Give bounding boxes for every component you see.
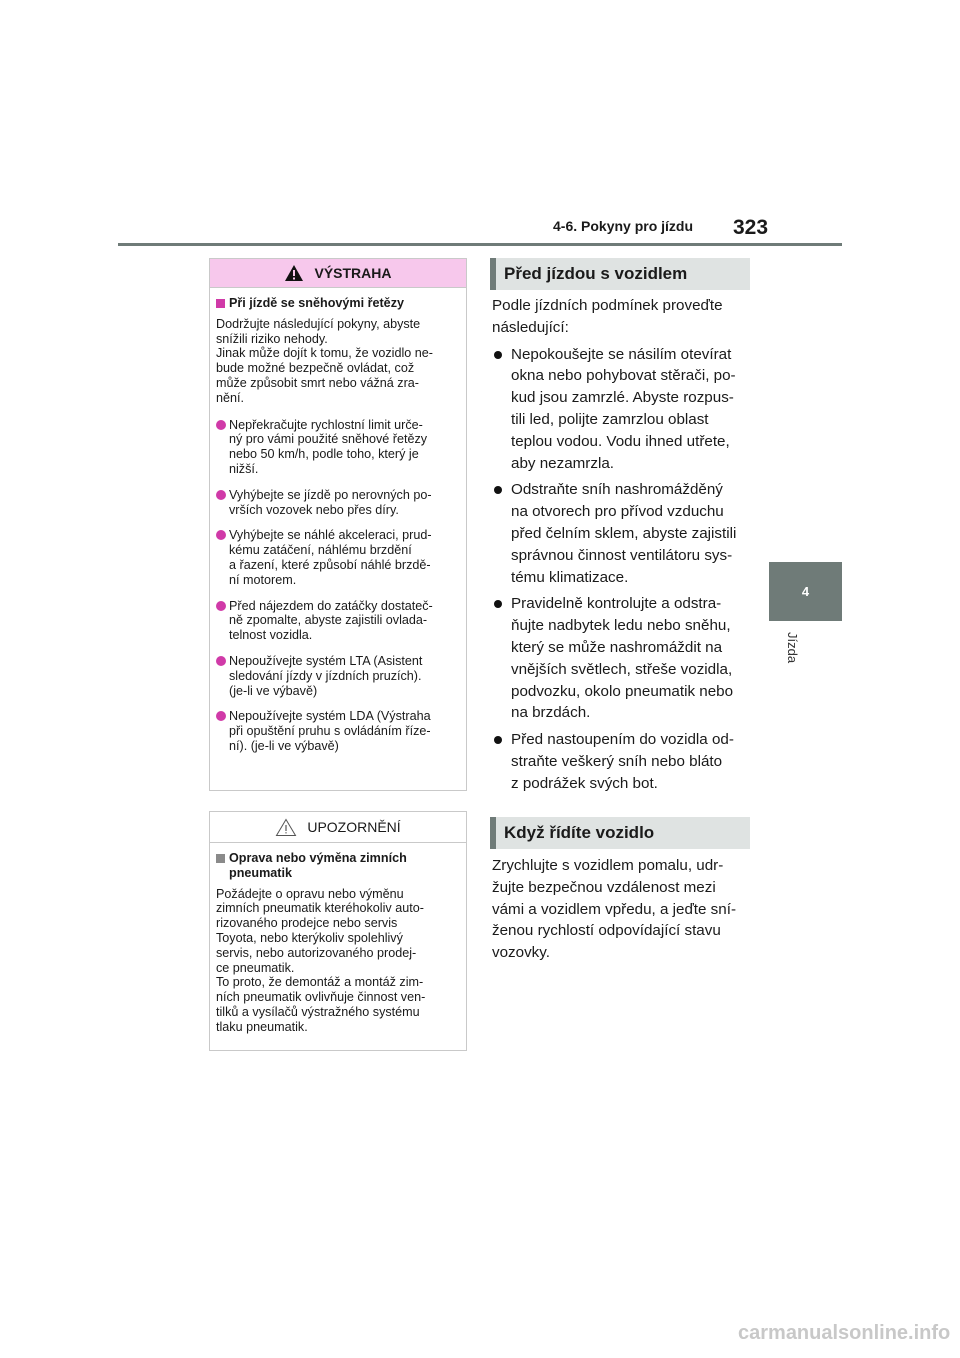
list-item: [216, 488, 461, 518]
bullet-dot-icon: [494, 600, 502, 608]
list-item-text: Nepřekračujte rychlostní limit urče- ný pro vámi použité sněhové řetězy nebo 50 km/h, podle toho, který je nižší.: [229, 417, 428, 476]
list-item-text: Před nastoupením do vozidla od- straňte veškerý sníh nebo bláto z podrážek svých bot.: [511, 731, 734, 792]
caution-text: Požádejte o opravu nebo výměnu zimních pneumatik kteréhokoliv auto- rizovaného prodejce nebo servis Toyota, nebo kterýkoliv spolehlivý servis, nebo autorizovaného prodej- ce pneumatik. To proto, že demontáž a montáž zim- ních pneumatik ovlivňuje činnost ven- tilků a vysílačů výstražného systému tlaku pneumatik.: [216, 886, 426, 1034]
square-bullet-icon: [216, 299, 225, 308]
list-item: [492, 344, 754, 475]
circle-bullet-icon: [216, 656, 226, 666]
list-item-text: Nepoužívejte systém LTA (Asistent sledování jízdy v jízdních pruzích). (je-li ve výbavě): [229, 653, 423, 698]
caution-body: [210, 843, 466, 1035]
circle-bullet-icon: [216, 601, 226, 611]
list-item-text: Nepoužívejte systém LDA (Výstraha při opuštění pruhu s ovládáním říze- ní). (je-li ve výbavě): [229, 709, 431, 753]
list-item: [492, 479, 754, 588]
section-while-driving-text: Zrychlujte s vozidlem pomalu, udr- žujte bezpečnou vzdálenost mezi vámi a vozidlem vpředu, a jeďte sní- ženou rychlostí odpovídající stavu vozovky.: [492, 857, 737, 962]
caution-heading: [216, 851, 461, 881]
chapter-tab: 4: [769, 562, 842, 621]
header-rule: [118, 243, 842, 246]
list-item-text: Nepokoušejte se násilím otevírat okna nebo pohybovat stěrači, po- kud jsou zamrzlé. Abyste rozpus- tili led, polijte zamrzlou oblast teplou vodou. Vodu ihned utřete, aby nezamrzla.: [511, 345, 736, 472]
bullet-dot-icon: [494, 736, 502, 744]
list-item: [216, 709, 461, 753]
square-bullet-icon: [216, 854, 225, 863]
warning-body: [210, 288, 466, 754]
list-item-text: Vyhýbejte se náhlé akceleraci, prud- kému zatáčení, náhlému brzdění a řazení, které způsobí náhlé brzdě- ní motorem.: [229, 528, 432, 587]
section-intro: Podle jízdních podmínek proveďte následující:: [492, 297, 723, 336]
section-before-driving-body: [492, 295, 754, 795]
list-item: [216, 418, 461, 477]
warning-triangle-icon: [284, 264, 304, 282]
bullet-dot-icon: [494, 486, 502, 494]
warning-heading-text: Při jízdě se sněhovými řetězy: [229, 296, 404, 310]
warning-heading: [216, 296, 461, 311]
list-item: [492, 729, 754, 794]
page-number: 323: [733, 216, 769, 239]
list-item-text: Před nájezdem do zatáčky dostateč- ně zpomalte, abyste zajistili ovlada- telnost vozidla.: [229, 598, 433, 643]
list-item: [216, 599, 461, 643]
section-title-before-driving: Před jízdou s vozidlem: [490, 258, 750, 290]
chapter-label: Jízda: [785, 632, 800, 664]
watermark: carmanualsonline.info: [738, 1322, 951, 1344]
circle-bullet-icon: [216, 711, 226, 721]
circle-bullet-icon: [216, 420, 226, 430]
list-item-text: Pravidelně kontrolujte a odstra- ňujte nadbytek ledu nebo sněhu, který se může nashromáždit na vnějších světlech, střeše vozidla, podvozku, okolo pneumatik nebo na brzdách.: [511, 595, 734, 722]
circle-bullet-icon: [216, 530, 226, 540]
list-item: [216, 654, 461, 698]
section-title-while-driving: Když řídíte vozidlo: [490, 817, 750, 849]
bullet-dot-icon: [494, 351, 502, 359]
section-header: 4-6. Pokyny pro jízdu: [553, 218, 694, 234]
list-item: [216, 528, 461, 587]
warning-intro: Dodržujte následující pokyny, abyste snížili riziko nehody. Jinak může dojít k tomu, že vozidlo ne- bude možné bezpečně ovládat, což může způsobit smrt nebo vážná zra- nění.: [216, 316, 433, 405]
warning-title: VÝSTRAHA: [314, 265, 392, 281]
list-item-text: Odstraňte sníh nashromážděný na otvorech pro přívod vzduchu před čelním sklem, abyste zajistili správnou činnost ventilátoru sys- tému klimatizace.: [511, 481, 737, 586]
caution-title-bar: [210, 812, 466, 843]
caution-title: UPOZORNĚNÍ: [307, 819, 401, 835]
list-item-text: Vyhýbejte se jízdě po nerovných po- vrších vozovek nebo přes díry.: [229, 487, 432, 517]
caution-triangle-icon: [275, 818, 297, 837]
warning-box: [209, 258, 467, 791]
caution-box: [209, 811, 467, 1051]
warning-title-bar: [210, 259, 466, 288]
caution-heading-text: Oprava nebo výměna zimních pneumatik: [229, 851, 407, 880]
list-item: [492, 593, 754, 724]
circle-bullet-icon: [216, 490, 226, 500]
